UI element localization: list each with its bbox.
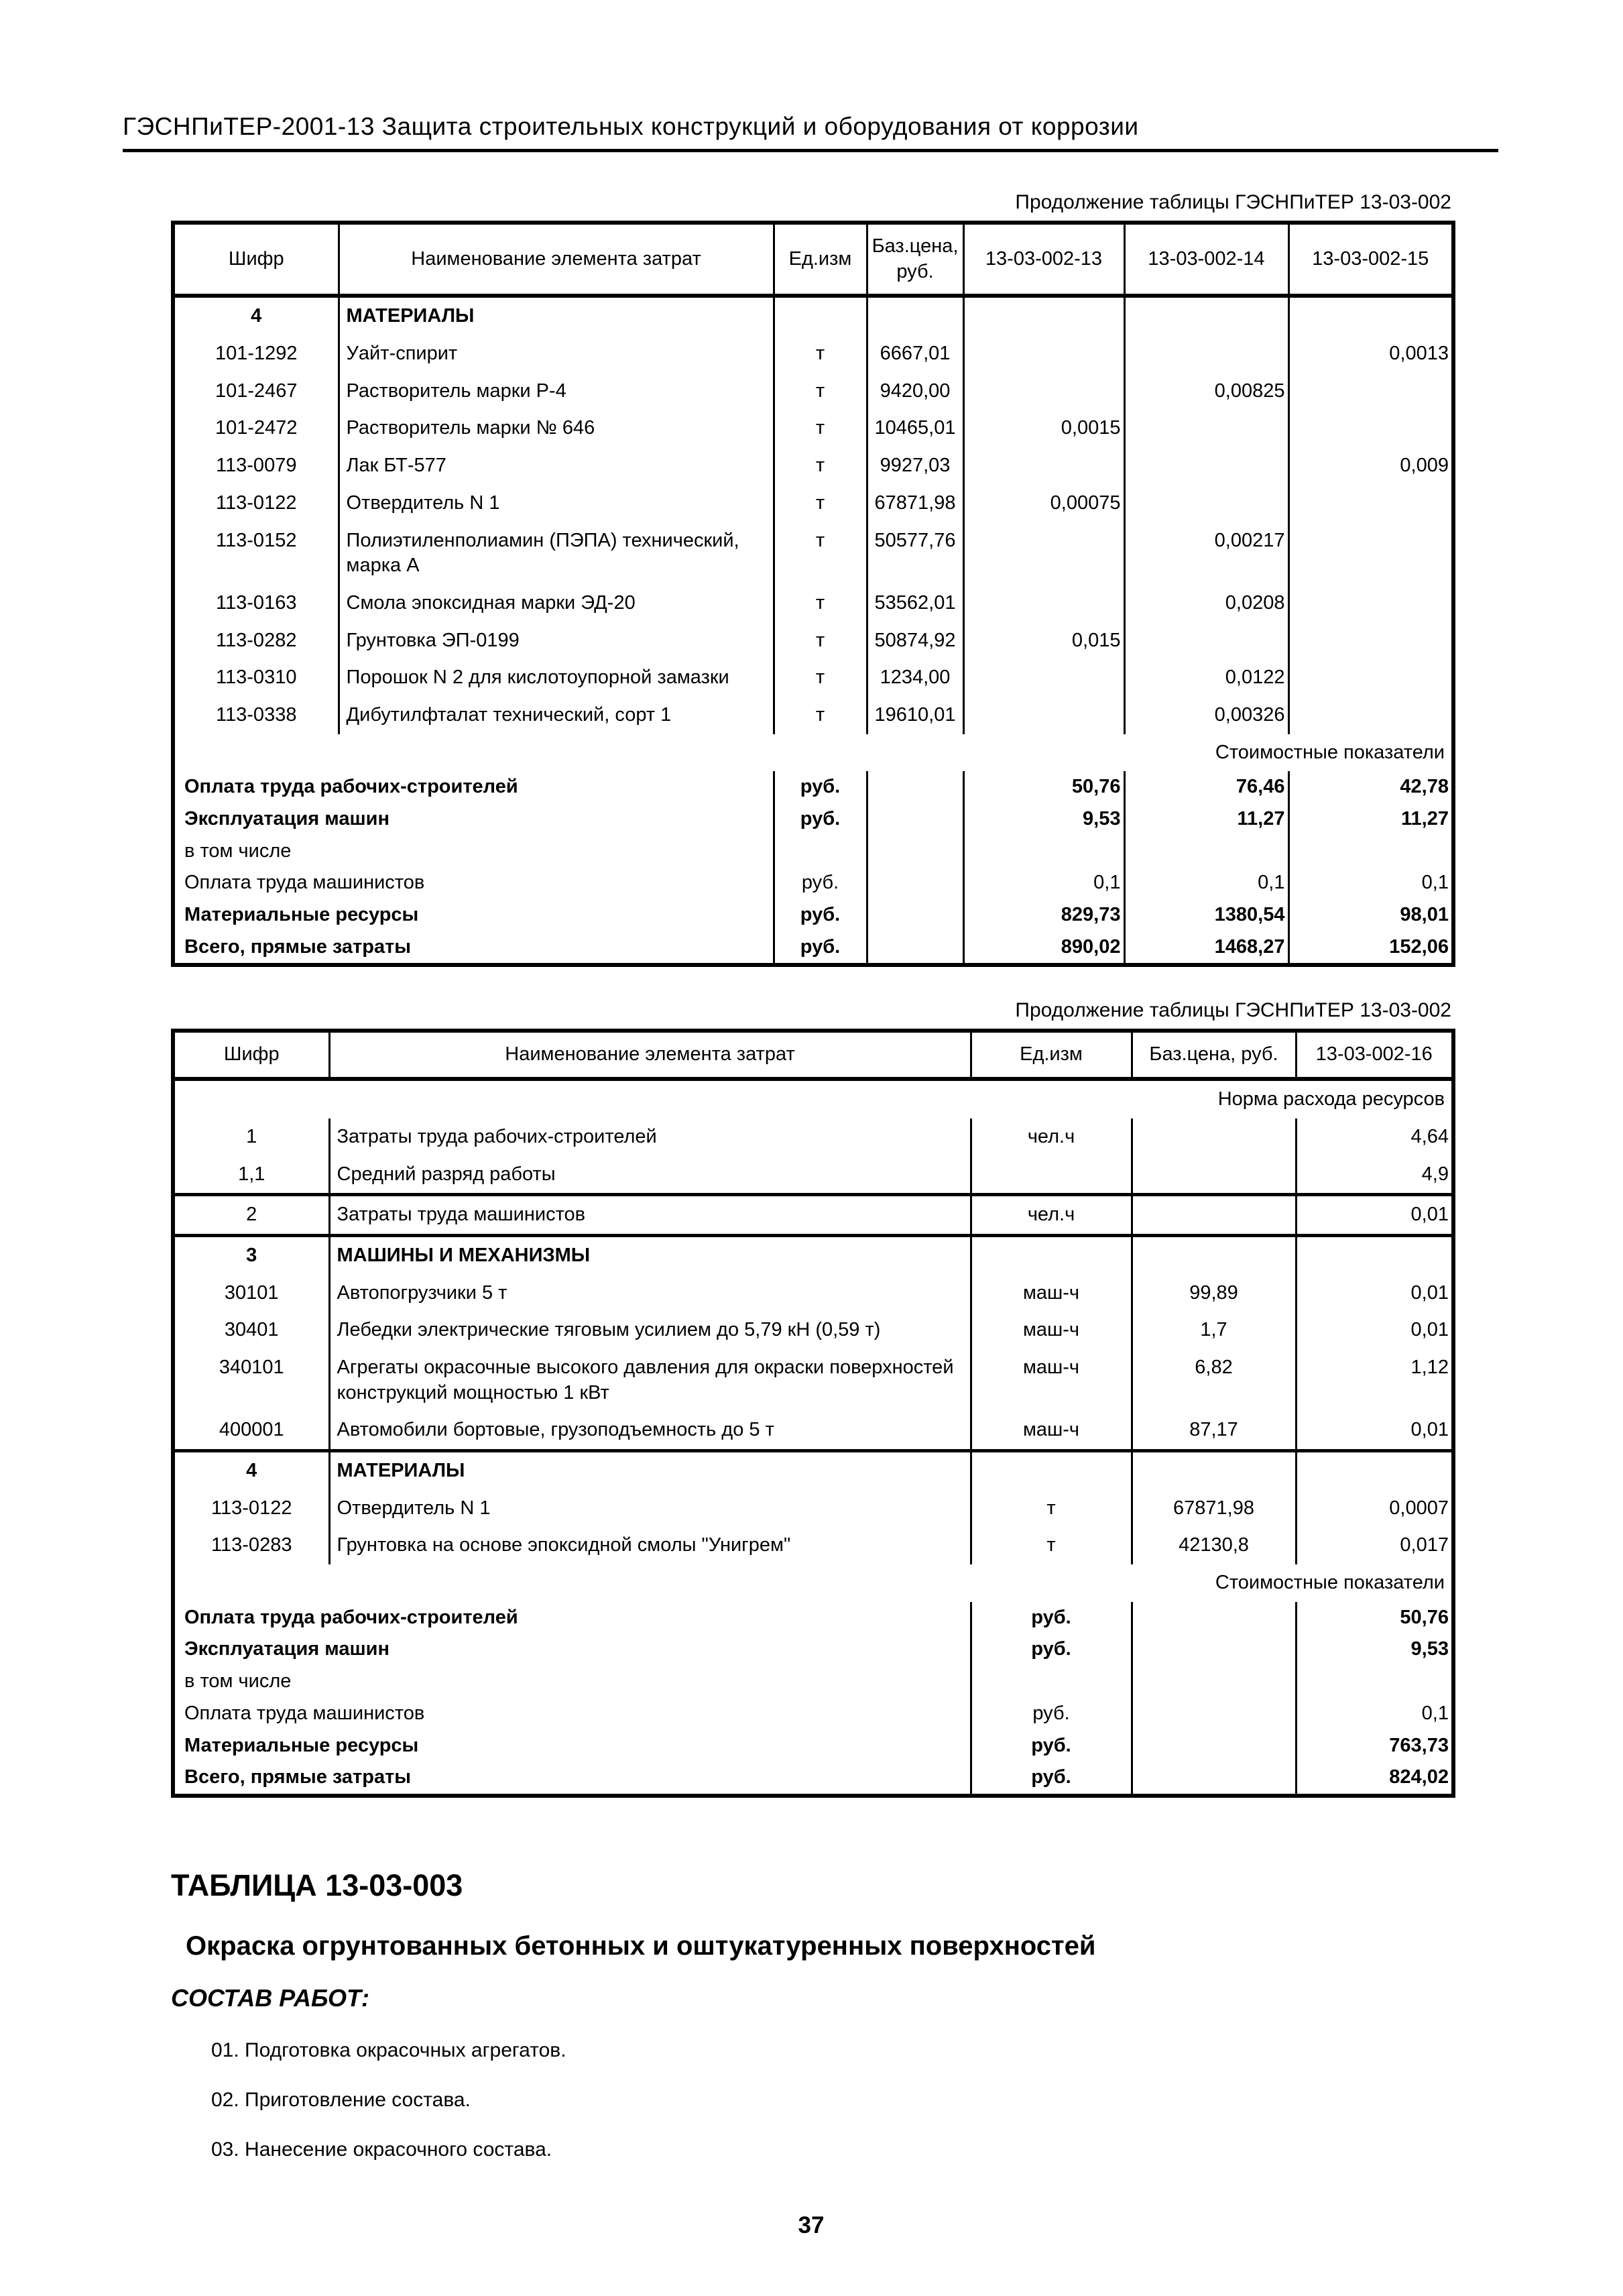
cell-value-13-03-002-16: 0,01 (1296, 1412, 1453, 1450)
work-composition-heading: СОСТАВ РАБОТ: (171, 1984, 369, 2012)
cell-unit: руб. (774, 867, 867, 899)
cell-value-13-03-002-15: 0,0013 (1288, 335, 1453, 373)
cost-row (173, 899, 1453, 931)
cell-unit (774, 296, 867, 335)
cell-unit: т (774, 659, 867, 697)
cell-unit: руб. (774, 931, 867, 966)
col-header-code: Шифр (173, 223, 339, 296)
cost-row (173, 1730, 1453, 1762)
cell-value-13-03-002-16: 0,0007 (1296, 1490, 1453, 1528)
cell-unit: руб. (971, 1698, 1132, 1730)
table-row (173, 622, 1453, 660)
table-row (173, 296, 1453, 335)
cell-unit: маш-ч (971, 1412, 1132, 1450)
cost-row (173, 771, 1453, 803)
cell-value-13-03-002-13 (963, 585, 1124, 622)
cell-name: Агрегаты окрасочные высокого давления для окраски поверхностей конструкций мощностью 1 кВт (329, 1349, 971, 1412)
table1-header-row (173, 223, 1453, 296)
cell-value-13-03-002-15 (1288, 373, 1453, 410)
cell-value-13-03-002-13 (963, 836, 1124, 868)
cell-unit: т (774, 373, 867, 410)
cell-value-13-03-002-13: 829,73 (963, 899, 1124, 931)
cell-code: 30401 (173, 1312, 329, 1349)
cell-value-13-03-002-15: 0,009 (1288, 447, 1453, 485)
table-row (173, 1195, 1453, 1236)
cell-code: 3 (173, 1235, 329, 1274)
col-header-unit: Ед.изм (971, 1031, 1132, 1079)
cell-value-13-03-002-14 (1124, 296, 1288, 335)
table-row (173, 585, 1453, 622)
table-row (173, 485, 1453, 522)
cell-cost-label: Материальные ресурсы (173, 1730, 971, 1762)
cell-value-13-03-002-16: 1,12 (1296, 1349, 1453, 1412)
work-items (123, 2039, 1623, 2161)
cell-code: 113-0283 (173, 1527, 329, 1564)
table-row (173, 447, 1453, 485)
cell-base-price: 67871,98 (1132, 1490, 1296, 1528)
cell-base-price (1132, 1602, 1296, 1634)
table-row (173, 1490, 1453, 1528)
cell-cost-label: Оплата труда машинистов (173, 1698, 971, 1730)
table2-resource-rows (173, 1118, 1453, 1564)
cell-unit: руб. (971, 1602, 1132, 1634)
band-row (173, 734, 1453, 772)
cell-code: 101-1292 (173, 335, 339, 373)
cost-row (173, 1633, 1453, 1666)
cell-base-price (1132, 1235, 1296, 1274)
cell-base-price (1132, 1730, 1296, 1762)
cell-code: 101-2467 (173, 373, 339, 410)
cell-value-13-03-002-15 (1288, 836, 1453, 868)
cell-unit: т (774, 585, 867, 622)
table1-material-rows (173, 296, 1453, 734)
cell-base-price (867, 296, 963, 335)
cell-cost-label: Всего, прямые затраты (173, 1762, 971, 1796)
cell-value-13-03-002-13 (963, 296, 1124, 335)
cell-value-13-03-002-15 (1288, 659, 1453, 697)
table-row (173, 335, 1453, 373)
cell-cost-label: Всего, прямые затраты (173, 931, 774, 966)
cell-value-13-03-002-15: 11,27 (1288, 803, 1453, 836)
next-table-title: Окраска огрунтованных бетонных и оштукатуренных поверхностей (186, 1931, 1096, 1961)
table2-cost-rows (173, 1602, 1453, 1796)
col-header-code: Шифр (173, 1031, 329, 1079)
cell-name: Грунтовка ЭП-0199 (339, 622, 774, 660)
col-header-13-03-002-15: 13-03-002-15 (1288, 223, 1453, 296)
resource-norm-band: Норма расхода ресурсов (1217, 1088, 1445, 1110)
cell-value-13-03-002-15: 0,1 (1288, 867, 1453, 899)
cost-row (173, 1666, 1453, 1698)
cell-base-price: 53562,01 (867, 585, 963, 622)
cell-value-13-03-002-14: 0,1 (1124, 867, 1288, 899)
cell-cost-label: Оплата труда рабочих-строителей (173, 771, 774, 803)
cell-code: 101-2472 (173, 410, 339, 447)
cell-value-13-03-002-14: 76,46 (1124, 771, 1288, 803)
col-header-name: Наименование элемента затрат (329, 1031, 971, 1079)
cell-base-price: 6,82 (1132, 1349, 1296, 1412)
cell-value-13-03-002-14: 0,0208 (1124, 585, 1288, 622)
cell-unit: руб. (971, 1730, 1132, 1762)
cell-cost-label: Оплата труда машинистов (173, 867, 774, 899)
cell-base-price (1132, 1195, 1296, 1236)
cell-value-13-03-002-16 (1296, 1666, 1453, 1698)
col-header-base-price: Баз.цена, руб. (1132, 1031, 1296, 1079)
cell-value-13-03-002-15: 152,06 (1288, 931, 1453, 966)
cell-value-13-03-002-16: 0,01 (1296, 1275, 1453, 1312)
cell-unit: т (774, 697, 867, 734)
cost-row (173, 1602, 1453, 1634)
cost-table-002-13-15 (171, 221, 1455, 967)
cell-code: 4 (173, 296, 339, 335)
col-header-13-03-002-16: 13-03-002-16 (1296, 1031, 1453, 1079)
band-row (173, 1564, 1453, 1602)
cell-code: 30101 (173, 1275, 329, 1312)
cell-base-price (867, 867, 963, 899)
cell-base-price (867, 803, 963, 836)
cell-value-13-03-002-16: 763,73 (1296, 1730, 1453, 1762)
cell-value-13-03-002-14: 1380,54 (1124, 899, 1288, 931)
cell-value-13-03-002-16: 0,01 (1296, 1195, 1453, 1236)
cell-unit: маш-ч (971, 1312, 1132, 1349)
cell-base-price: 50577,76 (867, 522, 963, 585)
cell-base-price: 9927,03 (867, 447, 963, 485)
cell-base-price (1132, 1666, 1296, 1698)
cell-name: Грунтовка на основе эпоксидной смолы "Унигрем" (329, 1527, 971, 1564)
cell-value-13-03-002-15 (1288, 622, 1453, 660)
cell-unit: т (774, 522, 867, 585)
cell-value-13-03-002-16: 0,01 (1296, 1312, 1453, 1349)
cell-name: Растворитель марки Р-4 (339, 373, 774, 410)
cell-name: Дибутилфталат технический, сорт 1 (339, 697, 774, 734)
cell-base-price: 1234,00 (867, 659, 963, 697)
table-row (173, 1349, 1453, 1412)
cell-base-price: 10465,01 (867, 410, 963, 447)
cell-value-13-03-002-13 (963, 659, 1124, 697)
cell-value-13-03-002-14 (1124, 836, 1288, 868)
col-header-unit: Ед.изм (774, 223, 867, 296)
work-item: 03. Нанесение окрасочного состава. (211, 2138, 552, 2161)
table-row (173, 659, 1453, 697)
cell-value-13-03-002-13 (963, 373, 1124, 410)
table-row (173, 1412, 1453, 1450)
cell-value-13-03-002-13 (963, 447, 1124, 485)
table-row (173, 522, 1453, 585)
cell-value-13-03-002-14: 0,0122 (1124, 659, 1288, 697)
cell-name: Автомобили бортовые, грузоподъемность до 5 т (329, 1412, 971, 1450)
cell-code: 2 (173, 1195, 329, 1236)
cell-cost-label: Материальные ресурсы (173, 899, 774, 931)
cell-base-price: 19610,01 (867, 697, 963, 734)
cell-value-13-03-002-15 (1288, 485, 1453, 522)
cell-value-13-03-002-13: 0,0015 (963, 410, 1124, 447)
cell-code: 340101 (173, 1349, 329, 1412)
table-row (173, 1312, 1453, 1349)
table2-norm-band (173, 1079, 1453, 1118)
cell-value-13-03-002-16: 4,64 (1296, 1118, 1453, 1156)
page-number: 37 (798, 2212, 825, 2238)
cost-row (173, 836, 1453, 868)
cell-cost-label: в том числе (173, 836, 774, 868)
cell-code: 113-0310 (173, 659, 339, 697)
cell-name: Смола эпоксидная марки ЭД-20 (339, 585, 774, 622)
cell-unit: руб. (774, 771, 867, 803)
cell-value-13-03-002-14 (1124, 622, 1288, 660)
cell-unit: чел.ч (971, 1195, 1132, 1236)
cell-base-price (867, 931, 963, 966)
cell-value-13-03-002-15 (1288, 410, 1453, 447)
cell-value-13-03-002-13 (963, 335, 1124, 373)
cell-unit: маш-ч (971, 1349, 1132, 1412)
cell-name: Лак БТ-577 (339, 447, 774, 485)
cost-row (173, 931, 1453, 966)
cell-name: Затраты труда рабочих-строителей (329, 1118, 971, 1156)
cell-unit: маш-ч (971, 1275, 1132, 1312)
cell-unit: руб. (971, 1762, 1132, 1796)
cell-unit: т (774, 410, 867, 447)
next-table-number: ТАБЛИЦА 13-03-003 (171, 1868, 463, 1902)
cell-unit: т (971, 1490, 1132, 1528)
cell-name: Отвердитель N 1 (329, 1490, 971, 1528)
norm-table-002-16 (171, 1029, 1455, 1797)
cell-value-13-03-002-16: 824,02 (1296, 1762, 1453, 1796)
cell-unit: руб. (971, 1633, 1132, 1666)
cell-code: 113-0122 (173, 1490, 329, 1528)
table-row (173, 1451, 1453, 1490)
col-header-13-03-002-14: 13-03-002-14 (1124, 223, 1288, 296)
cell-value-13-03-002-13 (963, 522, 1124, 585)
cell-value-13-03-002-15: 98,01 (1288, 899, 1453, 931)
cost-row (173, 1698, 1453, 1730)
work-item: 02. Приготовление состава. (211, 2088, 471, 2111)
cell-value-13-03-002-13: 9,53 (963, 803, 1124, 836)
table2-continuation-label: Продолжение таблицы ГЭСНПиТЕР 13-03-002 (1015, 999, 1451, 1022)
cell-base-price (867, 771, 963, 803)
cell-code: 4 (173, 1451, 329, 1490)
cell-value-13-03-002-13 (963, 697, 1124, 734)
cell-name: Средний разряд работы (329, 1156, 971, 1195)
cell-code: 1,1 (173, 1156, 329, 1195)
cell-value-13-03-002-13: 0,1 (963, 867, 1124, 899)
cell-value-13-03-002-13: 0,00075 (963, 485, 1124, 522)
col-header-base-price: Баз.цена, руб. (867, 223, 963, 296)
cell-value-13-03-002-14 (1124, 410, 1288, 447)
cell-value-13-03-002-15 (1288, 522, 1453, 585)
cell-value-13-03-002-16: 0,1 (1296, 1698, 1453, 1730)
cell-base-price (1132, 1633, 1296, 1666)
cell-code: 113-0338 (173, 697, 339, 734)
cell-unit (971, 1156, 1132, 1195)
cell-base-price (867, 836, 963, 868)
cell-base-price: 87,17 (1132, 1412, 1296, 1450)
table-row (173, 1156, 1453, 1195)
cell-value-13-03-002-16 (1296, 1235, 1453, 1274)
cell-name: Полиэтиленполиамин (ПЭПА) технический, марка А (339, 522, 774, 585)
cost-row (173, 1762, 1453, 1796)
cell-code: 113-0152 (173, 522, 339, 585)
table2-cost-band (173, 1564, 1453, 1602)
table-row (173, 410, 1453, 447)
cell-unit: чел.ч (971, 1118, 1132, 1156)
col-header-13-03-002-13: 13-03-002-13 (963, 223, 1124, 296)
cell-base-price: 99,89 (1132, 1275, 1296, 1312)
cost-indicators-band: Стоимостные показатели (1215, 741, 1445, 763)
cell-value-13-03-002-16: 9,53 (1296, 1633, 1453, 1666)
cell-cost-label: Оплата труда рабочих-строителей (173, 1602, 971, 1634)
cell-value-13-03-002-13: 50,76 (963, 771, 1124, 803)
cell-unit: руб. (774, 803, 867, 836)
cell-value-13-03-002-13: 0,015 (963, 622, 1124, 660)
cell-base-price (1132, 1118, 1296, 1156)
cell-name: МАТЕРИАЛЫ (339, 296, 774, 335)
document-header: ГЭСНПиТЕР-2001-13 Защита строительных конструкций и оборудования от коррозии (123, 113, 1498, 152)
cell-name: Растворитель марки № 646 (339, 410, 774, 447)
cell-value-13-03-002-14: 0,00217 (1124, 522, 1288, 585)
cell-cost-label: в том числе (173, 1666, 971, 1698)
cell-value-13-03-002-13: 890,02 (963, 931, 1124, 966)
work-item: 01. Подготовка окрасочных агрегатов. (211, 2039, 566, 2061)
cell-base-price: 6667,01 (867, 335, 963, 373)
cell-base-price (1132, 1698, 1296, 1730)
table-row (173, 1118, 1453, 1156)
cell-value-13-03-002-14 (1124, 335, 1288, 373)
cell-unit: т (774, 447, 867, 485)
cell-name: Лебедки электрические тяговым усилием до 5,79 кН (0,59 т) (329, 1312, 971, 1349)
cell-value-13-03-002-15 (1288, 585, 1453, 622)
cell-base-price: 67871,98 (867, 485, 963, 522)
cell-base-price: 42130,8 (1132, 1527, 1296, 1564)
cell-base-price: 9420,00 (867, 373, 963, 410)
cell-unit: т (774, 622, 867, 660)
cell-code: 113-0122 (173, 485, 339, 522)
cell-unit (774, 836, 867, 868)
cell-base-price: 50874,92 (867, 622, 963, 660)
cell-base-price (1132, 1762, 1296, 1796)
table1-continuation-label: Продолжение таблицы ГЭСНПиТЕР 13-03-002 (1015, 191, 1451, 213)
cell-code: 400001 (173, 1412, 329, 1450)
cost-indicators-band: Стоимостные показатели (1215, 1572, 1445, 1594)
cell-name: МАШИНЫ И МЕХАНИЗМЫ (329, 1235, 971, 1274)
cell-name: МАТЕРИАЛЫ (329, 1451, 971, 1490)
cell-value-13-03-002-16: 0,017 (1296, 1527, 1453, 1564)
cell-base-price (1132, 1451, 1296, 1490)
cell-value-13-03-002-15 (1288, 697, 1453, 734)
cell-value-13-03-002-16 (1296, 1451, 1453, 1490)
cell-value-13-03-002-14: 0,00825 (1124, 373, 1288, 410)
table1-cost-band (173, 734, 1453, 772)
cell-name: Порошок N 2 для кислотоупорной замазки (339, 659, 774, 697)
col-header-name: Наименование элемента затрат (339, 223, 774, 296)
cell-code: 1 (173, 1118, 329, 1156)
cell-name: Уайт-спирит (339, 335, 774, 373)
table-row (173, 1235, 1453, 1274)
table-row (173, 1527, 1453, 1564)
cell-name: Затраты труда машинистов (329, 1195, 971, 1236)
table-row (173, 373, 1453, 410)
cell-base-price (1132, 1156, 1296, 1195)
cost-row (173, 867, 1453, 899)
table1-cost-rows (173, 771, 1453, 965)
table1-header (173, 223, 1453, 296)
cell-value-13-03-002-14: 0,00326 (1124, 697, 1288, 734)
cell-value-13-03-002-15: 42,78 (1288, 771, 1453, 803)
cost-row (173, 803, 1453, 836)
cell-value-13-03-002-16: 4,9 (1296, 1156, 1453, 1195)
cell-name: Автопогрузчики 5 т (329, 1275, 971, 1312)
cell-unit: т (774, 335, 867, 373)
cell-value-13-03-002-14 (1124, 447, 1288, 485)
cell-value-13-03-002-15 (1288, 296, 1453, 335)
cell-code: 113-0163 (173, 585, 339, 622)
cell-code: 113-0079 (173, 447, 339, 485)
cell-unit: т (774, 485, 867, 522)
cell-value-13-03-002-14 (1124, 485, 1288, 522)
cell-name: Отвердитель N 1 (339, 485, 774, 522)
cell-cost-label: Эксплуатация машин (173, 1633, 971, 1666)
cell-base-price: 1,7 (1132, 1312, 1296, 1349)
cell-value-13-03-002-14: 1468,27 (1124, 931, 1288, 966)
cell-unit (971, 1666, 1132, 1698)
table2-header-row (173, 1031, 1453, 1079)
cell-value-13-03-002-14: 11,27 (1124, 803, 1288, 836)
band-row (173, 1079, 1453, 1118)
cell-code: 113-0282 (173, 622, 339, 660)
cell-cost-label: Эксплуатация машин (173, 803, 774, 836)
cell-unit: т (971, 1527, 1132, 1564)
table2-header (173, 1031, 1453, 1079)
cell-value-13-03-002-16: 50,76 (1296, 1602, 1453, 1634)
cell-unit: руб. (774, 899, 867, 931)
cell-unit (971, 1451, 1132, 1490)
table-row (173, 1275, 1453, 1312)
cell-unit (971, 1235, 1132, 1274)
cell-base-price (867, 899, 963, 931)
table-row (173, 697, 1453, 734)
